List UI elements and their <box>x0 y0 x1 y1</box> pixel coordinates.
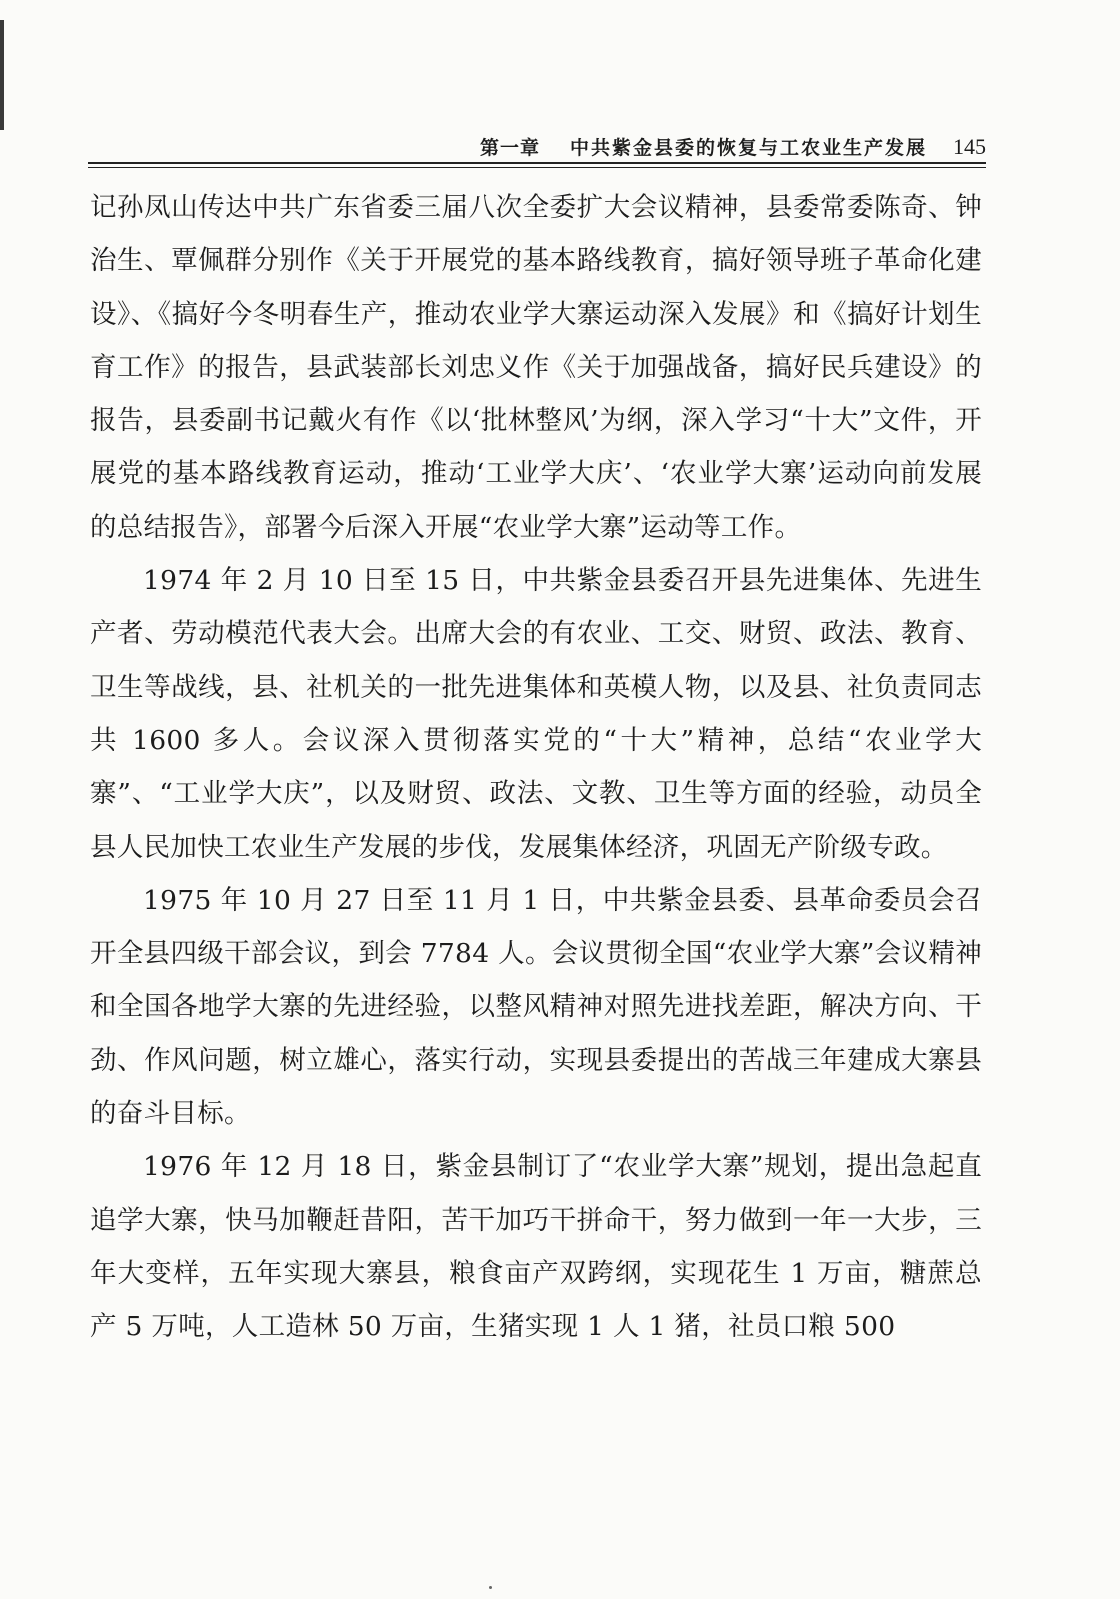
running-header <box>90 128 986 160</box>
header-rule-thin <box>88 167 986 168</box>
paragraph-1975-cadre-meeting: 1975 年 10 月 27 日至 11 月 1 日，中共紫金县委、县革命委员会召开全县四级干部会议，到会 7784 人。会议贯彻全国“农业学大寨”会议精神和全国各地学大寨的先进经验，以整风精神对照先进找差距，解决方向、干劲、作风问题，树立雄心，落实行动，实现县委提出的苦战三年建成大寨县的奋斗目标。 <box>90 884 982 1130</box>
page-number: 145 <box>953 134 986 159</box>
chapter-title: 中共紫金县委的恢复与工农业生产发展 <box>569 137 927 159</box>
header-rule-thick <box>88 162 986 164</box>
chapter-label: 第一章 <box>479 137 540 159</box>
paragraph-continued: 记孙凤山传达中共广东省委三届八次全委扩大会议精神，县委常委陈奇、钟治生、覃佩群分别作《关于开展党的基本路线教育，搞好领导班子革命化建设》、《搞好今冬明春生产，推动农业学大寨运动深入发展》和《搞好计划生育工作》的报告，县武装部长刘忠义作《关于加强战备，搞好民兵建设》的报告，县委副书记戴火有作《以‘批林整风’为纲，深入学习“十大”文件，开展党的基本路线教育运动，推动‘工业学大庆’、‘农业学大寨’运动向前发展的总结报告》，部署今后深入开展“农业学大寨”运动等工作。 <box>90 192 982 543</box>
paragraph-1976-plan: 1976 年 12 月 18 日，紫金县制订了“农业学大寨”规划，提出急起直追学大寨，快马加鞭赶昔阳，苦干加巧干拼命干，努力做到一年一大步，三年大变样，五年实现大寨县，粮食亩产双跨纲，实现花生 1 万亩，糖蔗总产 5 万吨，人工造林 50 万亩，生猪实现 1 人 1 猪，社员口粮 500 <box>90 1151 982 1343</box>
paragraph-1974-conference: 1974 年 2 月 10 日至 15 日，中共紫金县委召开县先进集体、先进生产者、劳动模范代表大会。出席大会的有农业、工交、财贸、政法、教育、卫生等战线，县、社机关的一批先进集体和英模人物，以及县、社负责同志共 1600 多人。会议深入贯彻落实党的“十大”精神，总结“农业学大寨”、“工业学大庆”，以及财贸、政法、文教、卫生等方面的经验，动员全县人民加快工农业生产发展的步伐，发展集体经济，巩固无产阶级专政。 <box>90 565 982 863</box>
page-edge-shadow <box>0 20 4 130</box>
body-text <box>90 181 982 1354</box>
scan-speck <box>489 1586 492 1589</box>
